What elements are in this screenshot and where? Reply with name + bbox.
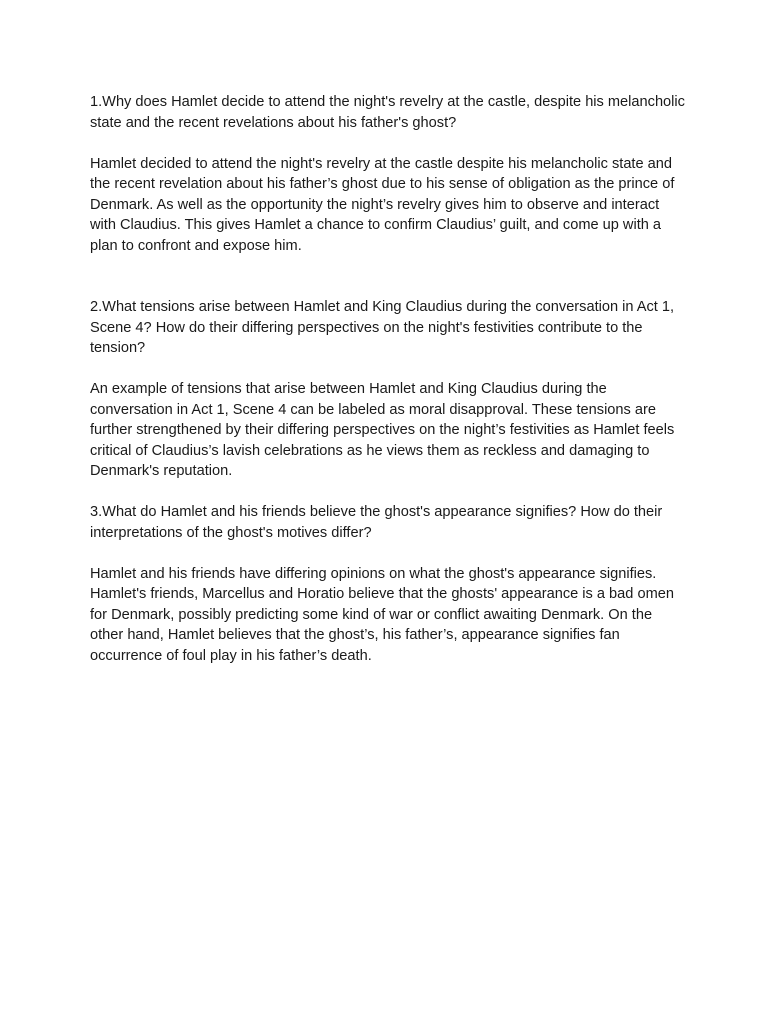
paragraph-spacer [90,482,686,503]
question-2: 2.What tensions arise between Hamlet and King Claudius during the conversation in Act 1, Scene 4? How do their differing perspectives on the night's festivities contribute to the tension? [90,299,675,356]
paragraph-spacer [90,543,686,564]
document-body [90,92,686,666]
question-1: 1.Why does Hamlet decide to attend the night's revelry at the castle, despite his melancholic state and the recent revelations about his father's ghost? [90,94,685,131]
paragraph-spacer [90,359,686,380]
question-3: 3.What do Hamlet and his friends believe the ghost's appearance signifies? How do their interpretations of the ghost's motives differ? [90,504,663,541]
answer-2: An example of tensions that arise between Hamlet and King Claudius during the conversation in Act 1, Scene 4 can be labeled as moral disapproval. These tensions are further strengthened by their differing perspectives on the night’s festivities as Hamlet feels critical of Claudius’s lavish celebrations as he views them as reckless and damaging to Denmark's reputation. [90,381,675,479]
paragraph-spacer [90,133,686,154]
answer-1: Hamlet decided to attend the night's revelry at the castle despite his melancholic state and the recent revelation about his father’s ghost due to his sense of obligation as the prince of Denmark. As well as the opportunity the night’s revelry gives him to observe and interact with Claudius. This gives Hamlet a chance to confirm Claudius’ guilt, and come up with a plan to confront and expose him. [90,155,675,254]
section-spacer [90,256,686,297]
answer-3: Hamlet and his friends have differing opinions on what the ghost's appearance signifies. Hamlet's friends, Marcellus and Horatio believe that the ghosts' appearance is a bad omen for Denmark, possibly predicting some kind of war or conflict awaiting Denmark. On the other hand, Hamlet believes that the ghost’s, his father’s, appearance signifies fan occurrence of foul play in his father’s death. [90,565,674,664]
